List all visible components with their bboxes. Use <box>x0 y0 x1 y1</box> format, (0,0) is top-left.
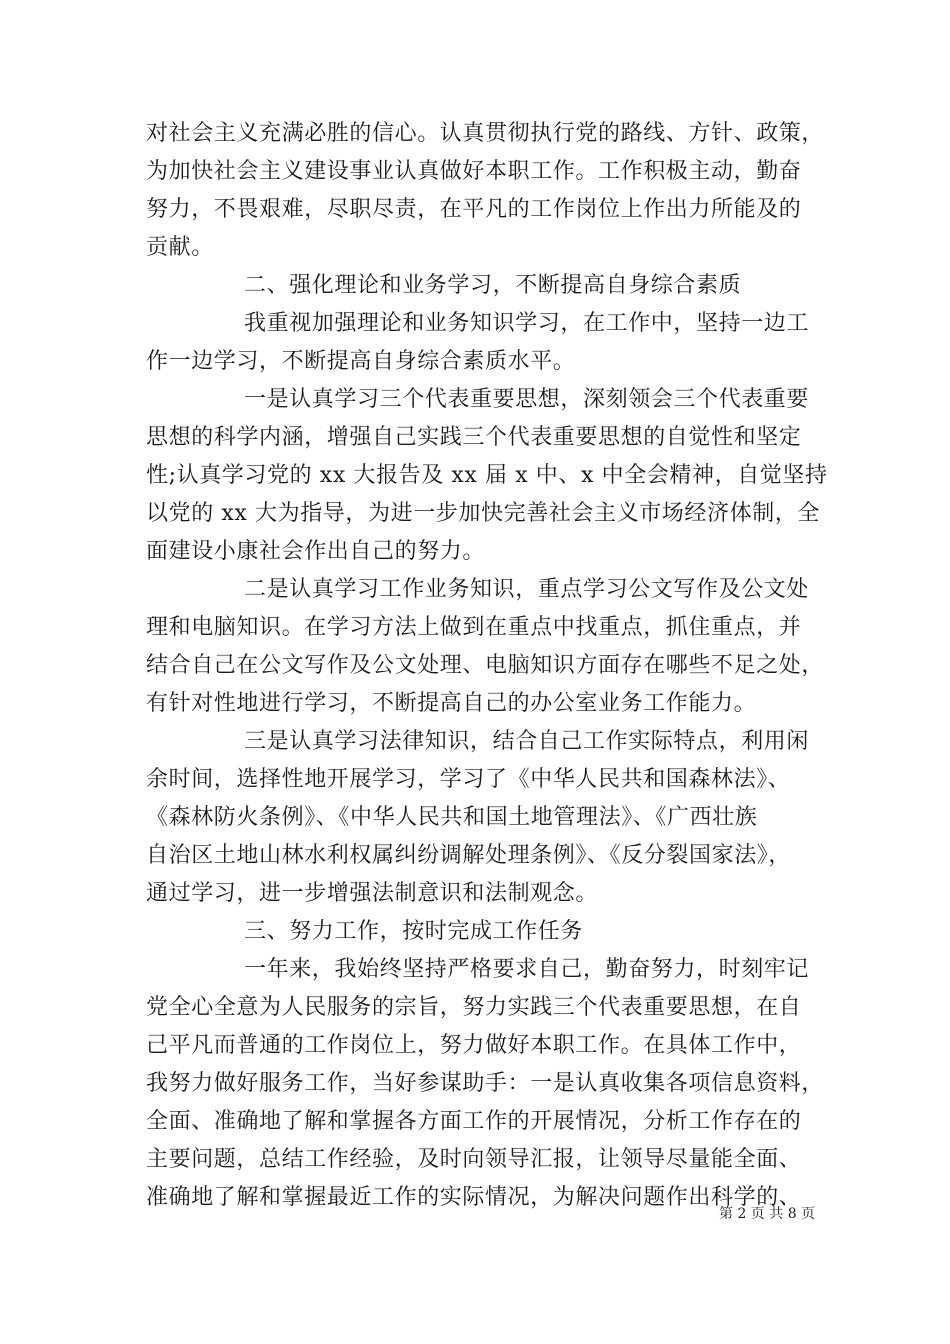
paragraph-start: 一是认真学习三个代表重要思想，深刻领会三个代表重要 <box>244 387 810 412</box>
text-line: 结合自己在公文写作及公文处理、电脑知识方面存在哪些不足之处， <box>146 653 825 678</box>
text-line: 对社会主义充满必胜的信心。认真贯彻执行党的路线、方针、政策， <box>146 121 825 146</box>
text-line: 己平凡而普通的工作岗位上，努力做好本职工作。在具体工作中， <box>146 1033 802 1058</box>
text-line: 党全心全意为人民服务的宗旨，努力实践三个代表重要思想，在自 <box>146 995 802 1020</box>
text-line: 以党的 xx 大为指导，为进一步加快完善社会主义市场经济体制，全 <box>146 501 821 526</box>
paragraph-start: 我重视加强理论和业务知识学习，在工作中，坚持一边工 <box>244 311 810 336</box>
paragraph-start: 二是认真学习工作业务知识，重点学习公文写作及公文处 <box>244 577 810 602</box>
text-line: 准确地了解和掌握最近工作的实际情况，为解决问题作出科学的、 <box>146 1185 802 1210</box>
paragraph-start: 三是认真学习法律知识，结合自己工作实际特点，利用闲 <box>244 729 810 754</box>
text-line: 贡献。 <box>146 235 214 260</box>
section-heading: 三、努力工作，按时完成工作任务 <box>244 919 584 944</box>
text-line: 思想的科学内涵，增强自己实践三个代表重要思想的自觉性和坚定 <box>146 425 802 450</box>
text-line: 理和电脑知识。在学习方法上做到在重点中找重点，抓住重点，并 <box>146 615 802 640</box>
page-number: 第 2 页 共 8 页 <box>719 1206 816 1222</box>
text-line: 通过学习，进一步增强法制意识和法制观念。 <box>146 881 599 906</box>
text-line: 主要问题，总结工作经验，及时向领导汇报，让领导尽量能全面、 <box>146 1147 802 1172</box>
text-line: 面建设小康社会作出自己的努力。 <box>146 539 486 564</box>
text-line: 性;认真学习党的 xx 大报告及 xx 届 x 中、x 中全会精神，自觉坚持 <box>146 463 828 488</box>
text-line: 作一边学习，不断提高自身综合素质水平。 <box>146 349 576 374</box>
text-line: 全面、准确地了解和掌握各方面工作的开展情况，分析工作存在的 <box>146 1109 802 1134</box>
section-heading: 二、强化理论和业务学习，不断提高自身综合素质 <box>244 273 742 298</box>
text-line: 努力，不畏艰难，尽职尽责，在平凡的工作岗位上作出力所能及的 <box>146 197 802 222</box>
text-line: 为加快社会主义建设事业认真做好本职工作。工作积极主动，勤奋 <box>146 159 802 184</box>
text-line: 我努力做好服务工作，当好参谋助手：一是认真收集各项信息资料， <box>146 1071 825 1096</box>
text-line: 自治区土地山林水利权属纠纷调解处理条例》、《反分裂国家法》， <box>146 843 792 868</box>
paragraph-start: 一年来，我始终坚持严格要求自己，勤奋努力，时刻牢记 <box>244 957 810 982</box>
text-line: 《森林防火条例》、《中华人民共和国土地管理法》、《广西壮族 <box>146 805 758 830</box>
text-line: 有针对性地进行学习，不断提高自己的办公室业务工作能力。 <box>146 691 757 716</box>
text-line: 余时间，选择性地开展学习，学习了《中华人民共和国森林法》、 <box>146 767 791 792</box>
